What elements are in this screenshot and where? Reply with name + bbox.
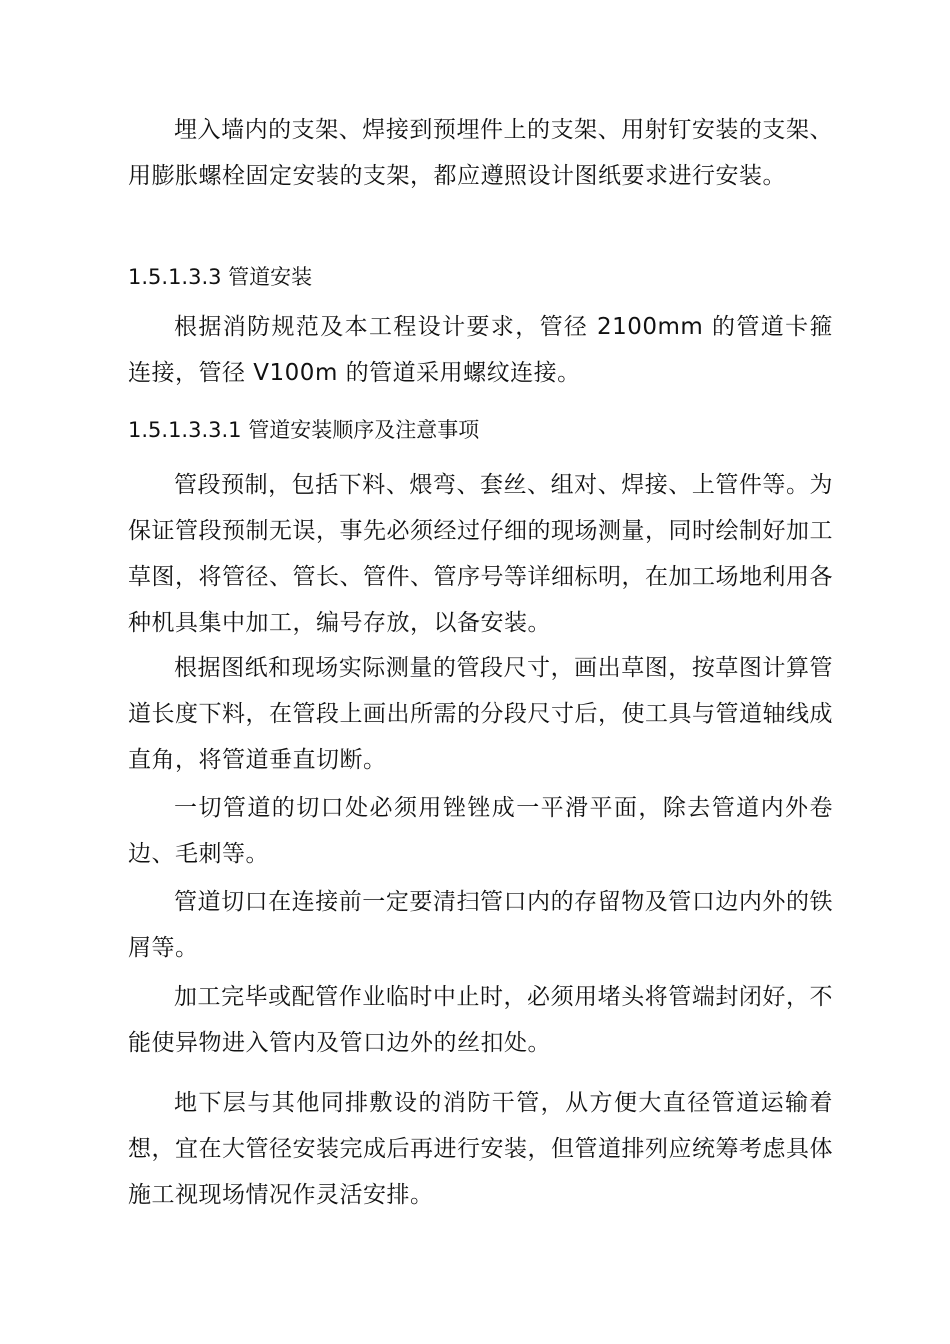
paragraph-cleaning: 管道切口在连接前一定要清扫管口内的存留物及管口边内外的铁屑等。 [128, 889, 833, 961]
paragraph-sealing: 加工完毕或配管作业临时中止时，必须用堵头将管端封闭好，不能使异物进入管内及管口边外的丝扣处。 [128, 984, 833, 1056]
paragraph-connection-method: 根据消防规范及本工程设计要求，管径 2100mm 的管道卡箍连接，管径 V100m 的管道采用螺纹连接。 [128, 314, 833, 386]
paragraph-deburring: 一切管道的切口处必须用锉锉成一平滑平面，除去管道内外卷边、毛刺等。 [128, 795, 833, 867]
paragraph-cutting: 根据图纸和现场实际测量的管段尺寸，画出草图，按草图计算管道长度下料，在管段上画出所需的分段尺寸后，使工具与管道轴线成直角，将管道垂直切断。 [128, 655, 833, 773]
paragraph-installation-order: 地下层与其他同排敷设的消防干管，从方便大直径管道运输着想，宜在大管径安装完成后再进行安装，但管道排列应统筹考虑具体施工视现场情况作灵活安排。 [128, 1090, 833, 1208]
section-heading-installation-sequence: 1.5.1.3.3.1 管道安装顺序及注意事项 [128, 418, 480, 442]
paragraph-support-installation: 埋入墙内的支架、焊接到预埋件上的支架、用射钉安装的支架、用膨胀螺栓固定安装的支架，都应遵照设计图纸要求进行安装。 [128, 117, 833, 189]
paragraph-prefabrication: 管段预制，包括下料、煨弯、套丝、组对、焊接、上管件等。为保证管段预制无误，事先必须经过仔细的现场测量，同时绘制好加工草图，将管径、管长、管件、管序号等详细标明，在加工场地利用各种机具集中加工，编号存放，以备安装。 [128, 472, 833, 636]
section-heading-pipe-installation: 1.5.1.3.3 管道安装 [128, 265, 313, 289]
